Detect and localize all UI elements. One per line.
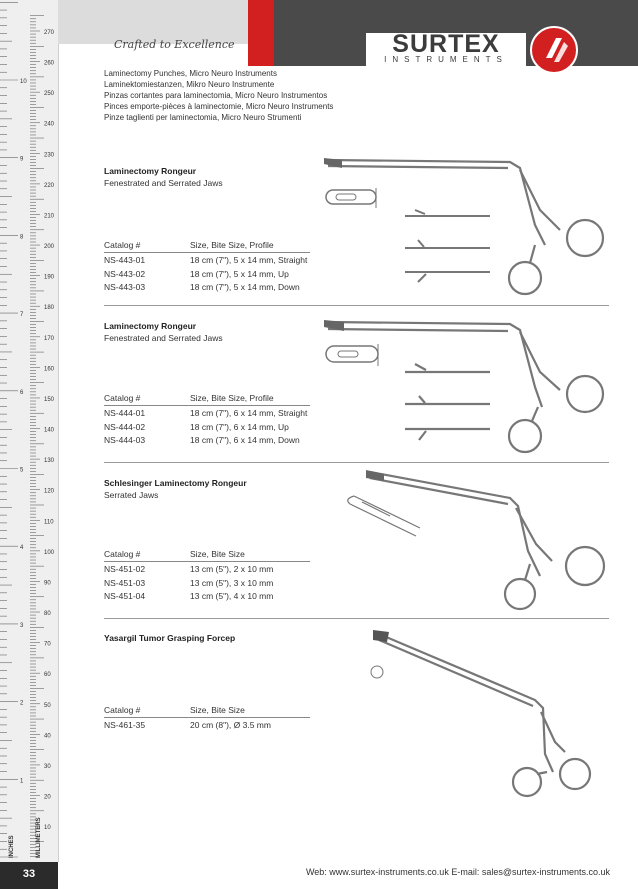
table-row (104, 282, 310, 296)
ruler-inch-label: 9 (20, 156, 24, 163)
catalog-number: NS-444-01 (104, 408, 146, 418)
table-row (104, 269, 310, 283)
size-spec: 18 cm (7"), 6 x 14 mm, Up (190, 421, 289, 432)
header-catalog: Catalog # (104, 549, 141, 559)
rongeur-image (320, 312, 620, 460)
catalog-number: NS-443-03 (104, 282, 146, 292)
grasping-forcep-image (365, 624, 595, 804)
ruler-mm-label: 230 (44, 152, 55, 159)
size-spec: 18 cm (7"), 5 x 14 mm, Down (190, 282, 300, 292)
intro-line-it: Pinze taglienti per laminectomia, Micro Neuro Strumenti (104, 113, 302, 122)
rongeur-image (320, 150, 620, 300)
ruler-mm-label: 240 (44, 121, 55, 128)
product-title: Laminectomy Rongeur (104, 166, 197, 176)
intro-line-fr: Pinces emporte-pièces à laminectomie, Micro Neuro Instruments (104, 102, 334, 111)
ruler-mm-label: 90 (44, 580, 51, 587)
catalog-number: NS-451-02 (104, 564, 146, 574)
header-size: Size, Bite Size (190, 549, 245, 559)
ruler-mm-label: 180 (44, 305, 55, 312)
header-red-band (248, 0, 274, 66)
product-title: Laminectomy Rongeur (104, 321, 197, 331)
header-catalog: Catalog # (104, 705, 141, 715)
table-row (104, 422, 310, 436)
ruler-inches-label: INCHES (9, 835, 15, 858)
header-size: Size, Bite Size, Profile (190, 240, 274, 250)
table-header (104, 549, 310, 562)
footer-contact: Web: www.surtex-instruments.co.uk E-mail: sales@surtex-instruments.co.uk (305, 867, 610, 877)
header-catalog: Catalog # (104, 240, 141, 250)
ruler-mm-label: MILLIMETERS (36, 817, 42, 858)
ruler-mm-label: 110 (44, 519, 54, 526)
size-spec: 20 cm (8"), Ø 3.5 mm (190, 720, 271, 730)
ruler-mm-label: 10 (44, 825, 51, 832)
ruler-mm-label: 50 (44, 702, 51, 709)
ruler-mm-label: 20 (44, 794, 51, 801)
ruler-mm-label: 260 (44, 60, 55, 67)
ruler-mm-label: 160 (44, 366, 55, 373)
ruler-mm-label: 150 (44, 396, 55, 403)
ruler-mm-label: 30 (44, 763, 51, 770)
ruler-mm-label: 190 (44, 274, 55, 281)
ruler-inch-label: 3 (20, 622, 24, 629)
catalog-table (104, 393, 310, 449)
intro-line-de: Laminektomiestanzen, Mikro Neuro Instrumente (104, 80, 275, 89)
ruler-mm-label: 250 (44, 91, 55, 98)
header-size: Size, Bite Size (190, 705, 245, 715)
ruler-mm-label: 100 (44, 549, 55, 556)
catalog-number: NS-443-01 (104, 255, 146, 265)
table-row (104, 255, 310, 269)
ruler-inch-label: 7 (20, 312, 24, 319)
ruler-inch-label: 8 (20, 234, 24, 241)
ruler-mm-label: 140 (44, 427, 55, 434)
ruler-ticks (0, 0, 58, 862)
ruler-mm-label: 70 (44, 641, 51, 648)
ruler-mm-label: 130 (44, 458, 55, 465)
size-spec: 18 cm (7"), 6 x 14 mm, Straight (190, 408, 308, 418)
table-header (104, 240, 310, 253)
section-divider (104, 618, 609, 619)
ruler-inch-label: 5 (20, 467, 24, 474)
ruler-inch-label: 2 (20, 700, 24, 707)
table-row (104, 578, 310, 592)
ruler-inch-label: 4 (20, 545, 24, 552)
brand-logo (366, 30, 526, 67)
ruler-mm-label: 220 (44, 182, 55, 189)
table-row (104, 720, 310, 734)
product-subtitle: Fenestrated and Serrated Jaws (104, 333, 223, 343)
page-number: 33 (22, 868, 36, 880)
table-row (104, 435, 310, 449)
ruler-inch-label: 6 (20, 389, 24, 396)
product-title: Yasargil Tumor Grasping Forcep (104, 633, 236, 643)
ruler-mm-label: 80 (44, 611, 51, 618)
section-divider (104, 462, 609, 463)
intro-text (104, 68, 333, 123)
product-subtitle: Fenestrated and Serrated Jaws (104, 178, 223, 188)
catalog-number: NS-451-04 (104, 591, 146, 601)
ruler-mm-label: 40 (44, 733, 51, 740)
ruler-mm-label: 210 (44, 213, 55, 220)
ruler-mm-label: 170 (44, 335, 55, 342)
catalog-number: NS-444-02 (104, 421, 146, 432)
ruler-mm-label: 270 (44, 30, 55, 36)
size-spec: 13 cm (5"), 4 x 10 mm (190, 591, 274, 601)
table-row (104, 408, 310, 422)
header-catalog: Catalog # (104, 393, 141, 403)
catalog-number: NS-444-03 (104, 435, 146, 445)
ruler-mm-label: 60 (44, 672, 51, 679)
size-spec: 13 cm (5"), 2 x 10 mm (190, 564, 274, 574)
brand-emblem-icon (530, 26, 578, 74)
size-spec: 18 cm (7"), 5 x 14 mm, Up (190, 268, 289, 279)
page-number-box (0, 862, 58, 889)
catalog-table (104, 705, 310, 734)
table-row (104, 564, 310, 578)
tagline: Crafted to Excellence (114, 38, 235, 51)
product-title: Schlesinger Laminectomy Rongeur (104, 478, 247, 488)
table-row (104, 591, 310, 605)
header-size: Size, Bite Size, Profile (190, 393, 274, 403)
catalog-table (104, 549, 310, 605)
product-subtitle: Serrated Jaws (104, 490, 159, 500)
ruler-inch-label: 1 (20, 778, 24, 785)
schlesinger-rongeur-image (340, 466, 610, 616)
catalog-table (104, 240, 310, 296)
brand-subtitle: INSTRUMENTS (384, 55, 508, 64)
table-header (104, 705, 310, 718)
intro-line-es: Pinzas cortantes para laminectomia, Micro Neuro Instrumentos (104, 91, 328, 100)
size-spec: 18 cm (7"), 6 x 14 mm, Down (190, 435, 300, 445)
brand-name: SURTEX (392, 30, 500, 58)
size-spec: 18 cm (7"), 5 x 14 mm, Straight (190, 255, 308, 265)
catalog-number: NS-451-03 (104, 577, 146, 588)
ruler-inch-label: 10 (20, 79, 27, 85)
ruler-mm-label: 120 (44, 488, 55, 495)
catalog-number: NS-461-35 (104, 720, 146, 730)
intro-line-en: Laminectomy Punches, Micro Neuro Instruments (104, 69, 277, 78)
table-header (104, 393, 310, 406)
catalog-number: NS-443-02 (104, 268, 146, 279)
ruler-mm-label: 200 (44, 244, 55, 251)
section-divider (104, 305, 609, 306)
measurement-ruler (0, 0, 59, 862)
size-spec: 13 cm (5"), 3 x 10 mm (190, 577, 274, 588)
